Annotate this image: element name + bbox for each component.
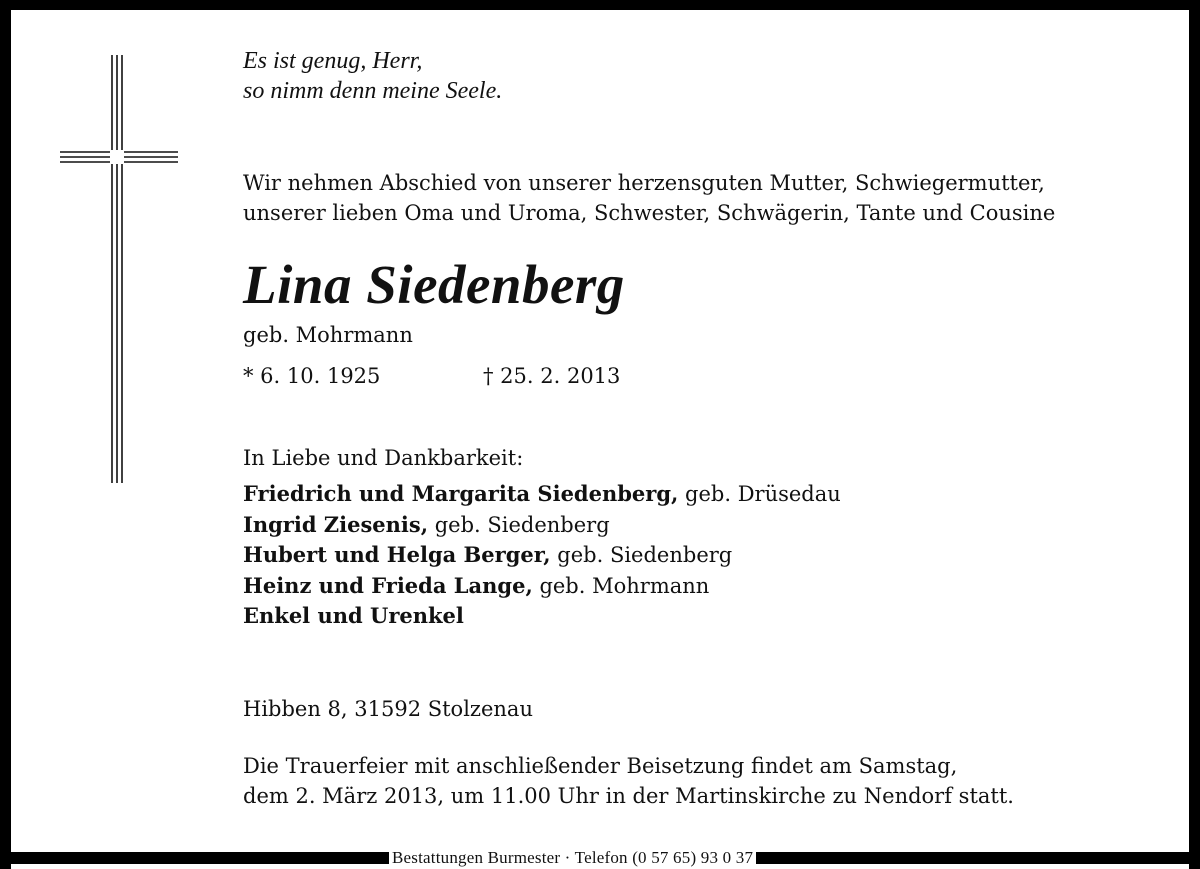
- funeral-line-1: Die Trauerfeier mit anschließender Beisetzung findet am Samstag,: [243, 754, 958, 778]
- birth-name: geb. Mohrmann: [243, 323, 413, 347]
- funeral-home-footer: Bestattungen Burmester · Telefon (0 57 65) 93 0 37: [389, 848, 756, 868]
- mourners-list: [243, 479, 841, 632]
- mourner-note: geb. Mohrmann: [532, 573, 710, 598]
- quote-line-1: Es ist genug, Herr,: [243, 48, 423, 74]
- list-item: [243, 510, 841, 541]
- life-dates: [243, 361, 621, 391]
- death-date: † 25. 2. 2013: [483, 364, 621, 388]
- mourner-note: geb. Siedenberg: [428, 512, 610, 537]
- mourner-names: Ingrid Ziesenis,: [243, 511, 429, 537]
- mourner-names: Enkel und Urenkel: [243, 603, 464, 628]
- list-item: [243, 540, 841, 571]
- mourner-names: Friedrich und Margarita Siedenberg,: [243, 481, 679, 506]
- funeral-info: [243, 751, 1014, 811]
- list-item: [243, 479, 841, 510]
- deceased-name: Lina Siedenberg: [243, 254, 625, 315]
- farewell-intro: [243, 168, 1055, 228]
- quote-line-2: so nimm denn meine Seele.: [243, 78, 503, 104]
- birth-date: * 6. 10. 1925: [243, 364, 381, 388]
- mourner-note: geb. Siedenberg: [550, 543, 733, 567]
- funeral-line-2: dem 2. März 2013, um 11.00 Uhr in der Martinskirche zu Nendorf statt.: [243, 784, 1014, 808]
- list-item: [243, 601, 841, 632]
- mourner-note: geb. Drüsedau: [678, 482, 841, 506]
- intro-line-2: unserer lieben Oma und Uroma, Schwester, Schwägerin, Tante und Cousine: [243, 201, 1056, 225]
- intro-line-1: Wir nehmen Abschied von unserer herzensguten Mutter, Schwiegermutter,: [243, 171, 1045, 195]
- mourner-names: Hubert und Helga Berger,: [243, 542, 551, 567]
- list-item: [243, 571, 841, 602]
- mourners-title: In Liebe und Dankbarkeit:: [243, 446, 524, 470]
- mourner-names: Heinz und Frieda Lange,: [243, 572, 533, 598]
- bible-quote: [243, 46, 502, 106]
- family-address: Hibben 8, 31592 Stolzenau: [243, 697, 533, 721]
- cross-icon: [60, 55, 178, 483]
